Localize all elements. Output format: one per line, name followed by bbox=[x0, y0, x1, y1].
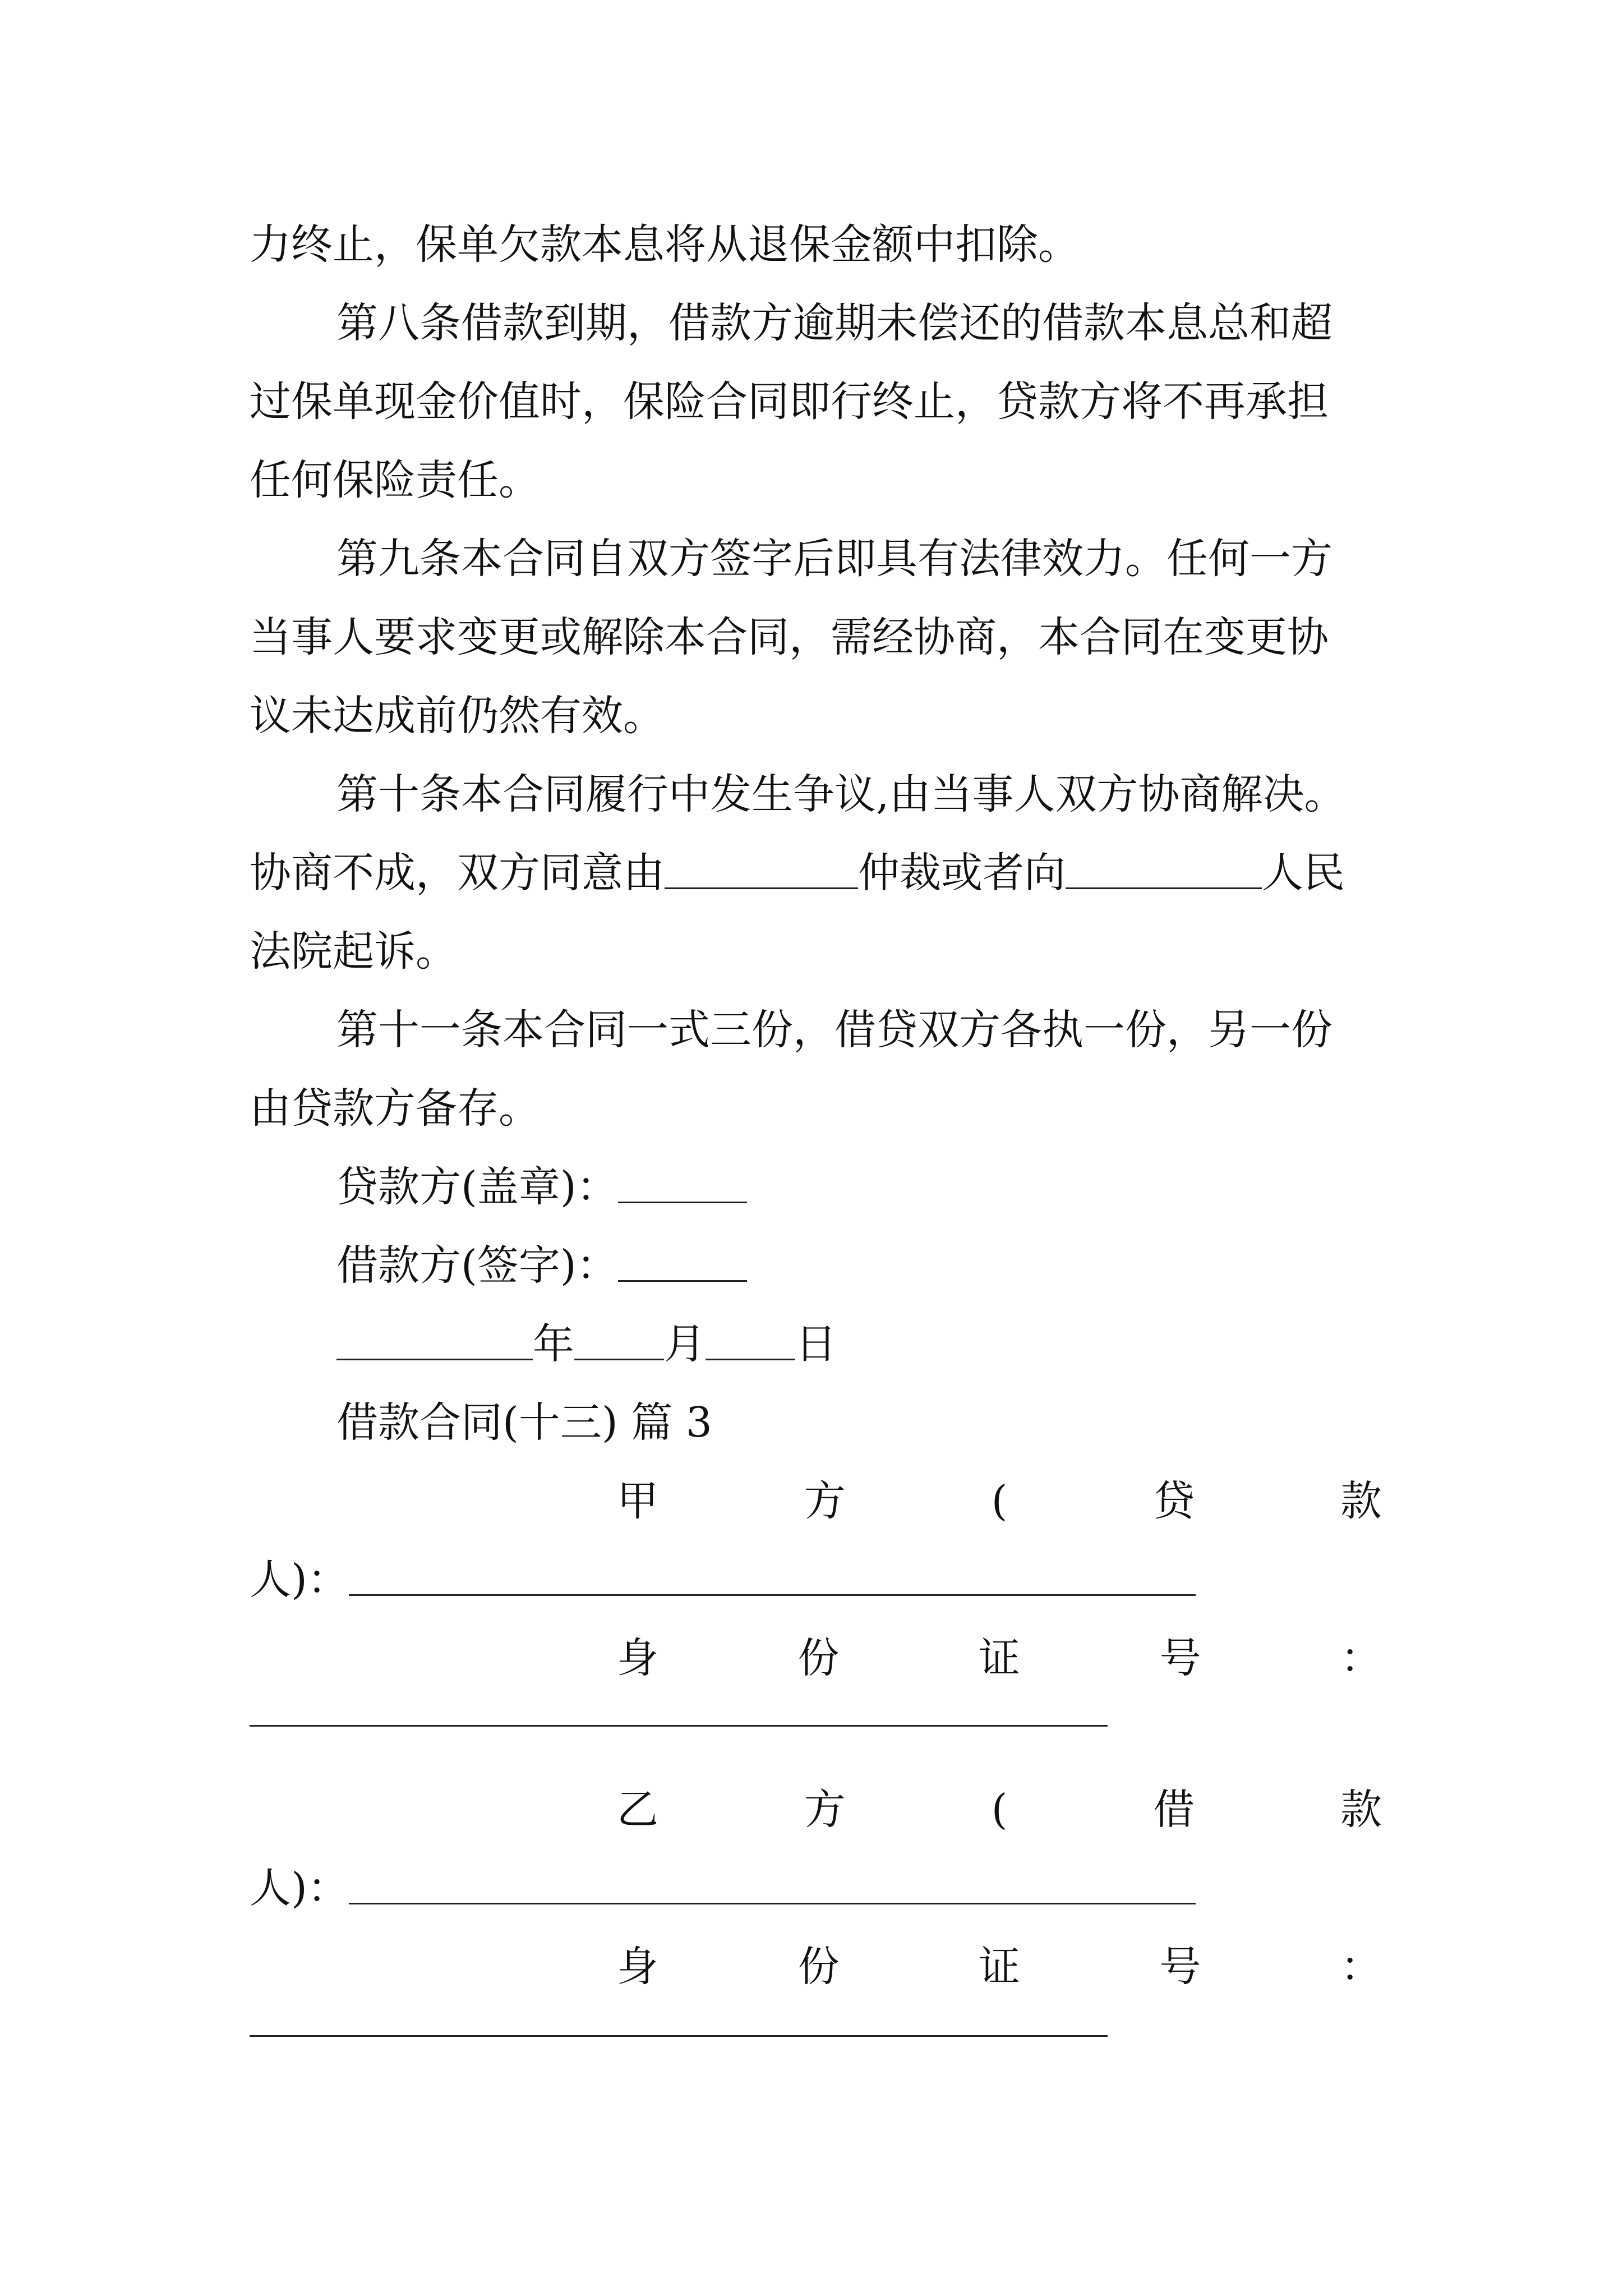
party-a-id-char: ： bbox=[1340, 1634, 1382, 1682]
party-b-name-line bbox=[250, 1849, 1387, 1927]
borrower-signature-line bbox=[336, 1226, 1387, 1305]
month-blank[interactable] bbox=[574, 1305, 664, 1360]
party-a-id-heading bbox=[617, 1619, 1382, 1697]
article-10-line-1: 第十条本合同履行中发生争议,由当事人双方协商解决。 bbox=[336, 770, 1346, 818]
article-10-text-b: 仲裁或者向 bbox=[858, 849, 1066, 897]
party-b-id-char: 份 bbox=[797, 1943, 840, 1991]
party-a-heading bbox=[617, 1462, 1382, 1540]
party-a-id-char: 证 bbox=[979, 1634, 1020, 1682]
party-a-name-blank[interactable] bbox=[349, 1540, 1196, 1596]
party-b-id-char: ： bbox=[1340, 1943, 1382, 1991]
lender-signature-label: 贷款方(盖章)： bbox=[336, 1163, 618, 1211]
article-10-text-c: 人民 bbox=[1262, 849, 1345, 897]
article-11-line-2: 由贷款方备存。 bbox=[250, 1084, 540, 1133]
article-9-line-2: 当事人要求变更或解除本合同，需经协商，本合同在变更协 bbox=[250, 613, 1329, 661]
month-label: 月 bbox=[664, 1320, 706, 1368]
party-b-label-tail: 人)： bbox=[250, 1864, 349, 1912]
section-title: 借款合同(十三) 篇 3 bbox=[336, 1398, 712, 1447]
year-blank[interactable] bbox=[336, 1305, 533, 1360]
year-label: 年 bbox=[533, 1320, 574, 1368]
party-b-heading bbox=[617, 1770, 1382, 1849]
day-label: 日 bbox=[795, 1320, 837, 1368]
article-9-line-1: 第九条本合同自双方签字后即具有法律效力。任何一方 bbox=[336, 535, 1332, 583]
party-b-id-blank[interactable] bbox=[250, 2035, 1108, 2037]
party-b-id-char: 号 bbox=[1159, 1943, 1201, 1991]
arbitration-blank[interactable] bbox=[665, 834, 858, 889]
lender-signature-blank[interactable] bbox=[618, 1148, 747, 1203]
party-a-id-char: 份 bbox=[797, 1634, 840, 1682]
party-a-char: ( bbox=[991, 1477, 1008, 1525]
party-a-id-char: 号 bbox=[1159, 1634, 1201, 1682]
article-11-line-1: 第十一条本合同一式三份，借贷双方各执一份，另一份 bbox=[336, 1006, 1332, 1054]
party-b-name-blank[interactable] bbox=[349, 1849, 1196, 1904]
article-8-line-2: 过保单现金价值时，保险合同即行终止，贷款方将不再承担 bbox=[250, 378, 1329, 426]
party-a-label-tail: 人)： bbox=[250, 1556, 349, 1604]
party-b-id-char: 身 bbox=[617, 1943, 658, 1991]
borrower-signature-label: 借款方(签字)： bbox=[336, 1241, 618, 1290]
party-a-char: 贷 bbox=[1153, 1477, 1195, 1525]
article-8-line-3: 任何保险责任。 bbox=[250, 456, 540, 504]
court-blank[interactable] bbox=[1066, 834, 1262, 889]
party-b-id-char: 证 bbox=[979, 1943, 1020, 1991]
party-a-char: 款 bbox=[1340, 1477, 1382, 1525]
article-9-line-3: 议未达成前仍然有效。 bbox=[250, 692, 665, 740]
party-b-char: 款 bbox=[1340, 1786, 1382, 1834]
party-b-char: 方 bbox=[804, 1786, 846, 1834]
paragraph-line: 力终止，保单欠款本息将从退保金额中扣除。 bbox=[250, 220, 1080, 269]
party-a-char: 方 bbox=[804, 1477, 846, 1525]
party-b-char: 借 bbox=[1153, 1786, 1195, 1834]
article-10-text-a: 协商不成，双方同意由 bbox=[250, 849, 665, 897]
article-10-line-2 bbox=[250, 834, 1387, 912]
date-line bbox=[336, 1305, 1387, 1383]
article-10-line-3: 法院起诉。 bbox=[250, 927, 457, 976]
party-a-name-line bbox=[250, 1540, 1387, 1619]
party-b-char: ( bbox=[991, 1786, 1008, 1834]
day-blank[interactable] bbox=[706, 1305, 795, 1360]
party-b-id-heading bbox=[617, 1927, 1382, 2006]
party-a-id-char: 身 bbox=[617, 1634, 658, 1682]
party-a-id-blank[interactable] bbox=[250, 1725, 1108, 1727]
party-a-char: 甲 bbox=[617, 1477, 658, 1525]
party-b-char: 乙 bbox=[617, 1786, 658, 1834]
lender-signature-line bbox=[336, 1148, 1387, 1226]
borrower-signature-blank[interactable] bbox=[618, 1226, 747, 1282]
article-8-line-1: 第八条借款到期，借款方逾期未偿还的借款本息总和超 bbox=[336, 299, 1332, 347]
